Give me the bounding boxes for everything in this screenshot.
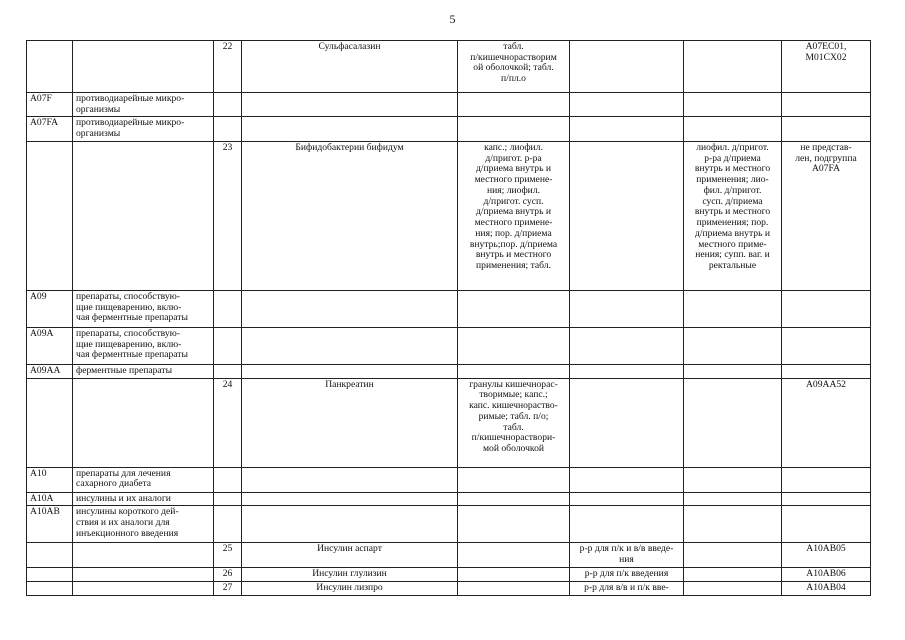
extra-forms-cell: р-р для в/в и п/к вве- [570,582,684,596]
drug-name-cell [242,364,458,378]
dosage-forms-cell [458,568,570,582]
other-forms-cell [684,568,782,582]
table-row [27,568,871,582]
group-name-cell: препараты, способствую- щие пищеварению, вклю- чая ферментные препараты [73,327,214,364]
row-number-cell: 25 [214,543,242,568]
other-forms-cell [684,582,782,596]
table-row [27,93,871,117]
dosage-forms-cell [458,582,570,596]
row-number-cell: 27 [214,582,242,596]
table-row [27,492,871,506]
other-forms-cell [684,364,782,378]
other-forms-cell [684,41,782,93]
table-row [27,506,871,543]
extra-forms-cell [570,378,684,467]
group-name-cell: инсулины и их аналоги [73,492,214,506]
group-name-cell [73,41,214,93]
other-forms-cell [684,467,782,492]
table-row [27,327,871,364]
other-forms-cell [684,327,782,364]
extra-forms-cell [570,141,684,290]
atc-code-cell: A10 [27,467,73,492]
atc-code-cell: A09 [27,290,73,327]
note-cell [782,467,871,492]
dosage-forms-cell [458,290,570,327]
atc-code-cell: A10A [27,492,73,506]
atc-code-cell [27,582,73,596]
drug-name-cell [242,506,458,543]
row-number-cell [214,364,242,378]
extra-forms-cell [570,364,684,378]
page-number: 5 [449,12,456,26]
row-number-cell [214,117,242,141]
drug-name-cell: Сульфасалазин [242,41,458,93]
extra-forms-cell: р-р для п/к и в/в введе- ния [570,543,684,568]
table-row [27,290,871,327]
dosage-forms-cell [458,364,570,378]
table-row [27,364,871,378]
drug-name-cell: Инсулин лизпро [242,582,458,596]
drug-name-cell: Бифидобактерии бифидум [242,141,458,290]
atc-code-cell: A09A [27,327,73,364]
extra-forms-cell [570,117,684,141]
drug-name-cell [242,93,458,117]
atc-code-cell: A10AB [27,506,73,543]
group-name-cell [73,141,214,290]
extra-forms-cell [570,492,684,506]
atc-code-cell [27,41,73,93]
note-cell: A10AB06 [782,568,871,582]
group-name-cell: препараты, способствую- щие пищеварению, вклю- чая ферментные препараты [73,290,214,327]
other-forms-cell [684,492,782,506]
extra-forms-cell [570,327,684,364]
dosage-forms-cell [458,93,570,117]
atc-code-cell [27,378,73,467]
atc-code-cell: A07F [27,93,73,117]
table-row [27,117,871,141]
row-number-cell [214,506,242,543]
extra-forms-cell [570,467,684,492]
note-cell [782,492,871,506]
row-number-cell [214,290,242,327]
group-name-cell [73,378,214,467]
drug-table [26,40,871,596]
note-cell: A09AA52 [782,378,871,467]
extra-forms-cell [570,41,684,93]
note-cell: A10AB04 [782,582,871,596]
dosage-forms-cell [458,117,570,141]
other-forms-cell [684,93,782,117]
table-row [27,582,871,596]
group-name-cell: препараты для лечения сахарного диабета [73,467,214,492]
table-row [27,543,871,568]
other-forms-cell [684,117,782,141]
group-name-cell: противодиарейные микро- организмы [73,117,214,141]
atc-code-cell [27,568,73,582]
table-row [27,41,871,93]
other-forms-cell [684,290,782,327]
extra-forms-cell: р-р для п/к введения [570,568,684,582]
table-row [27,378,871,467]
extra-forms-cell [570,506,684,543]
note-cell: A07EC01, M01CX02 [782,41,871,93]
atc-code-cell: A09AA [27,364,73,378]
extra-forms-cell [570,93,684,117]
drug-name-cell [242,290,458,327]
other-forms-cell [684,543,782,568]
atc-code-cell: A07FA [27,117,73,141]
note-cell [782,364,871,378]
atc-code-cell [27,141,73,290]
dosage-forms-cell [458,506,570,543]
note-cell [782,290,871,327]
group-name-cell: ферментные препараты [73,364,214,378]
row-number-cell [214,492,242,506]
extra-forms-cell [570,290,684,327]
row-number-cell: 23 [214,141,242,290]
dosage-forms-cell: табл. п/кишечнорастворим ой оболочкой; табл. п/пл.о [458,41,570,93]
other-forms-cell [684,378,782,467]
drug-name-cell: Инсулин глулизин [242,568,458,582]
dosage-forms-cell [458,492,570,506]
note-cell [782,506,871,543]
group-name-cell: противодиарейные микро- организмы [73,93,214,117]
note-cell: не представ- лен, подгруппа A07FA [782,141,871,290]
dosage-forms-cell [458,467,570,492]
table-row [27,141,871,290]
group-name-cell: инсулины короткого дей- ствия и их аналоги для инъекционного введения [73,506,214,543]
atc-code-cell [27,543,73,568]
drug-name-cell [242,327,458,364]
dosage-forms-cell: гранулы кишечнорас- творимые; капс.; капс. кишечнораство- римые; табл. п/о; табл. п/кишечнораствори- мой оболочкой [458,378,570,467]
note-cell [782,93,871,117]
note-cell [782,117,871,141]
group-name-cell [73,543,214,568]
dosage-forms-cell [458,543,570,568]
row-number-cell [214,327,242,364]
drug-name-cell: Инсулин аспарт [242,543,458,568]
other-forms-cell: лиофил. д/пригот. р-ра д/приема внутрь и местного применения; лио- фил. д/пригот. сусп. д/приема внутрь и местного применения; пор. д/приема внутрь и местного приме- нения; супп. ваг. и ректальные [684,141,782,290]
row-number-cell: 26 [214,568,242,582]
drug-name-cell [242,117,458,141]
row-number-cell [214,93,242,117]
other-forms-cell [684,506,782,543]
drug-name-cell: Панкреатин [242,378,458,467]
row-number-cell [214,467,242,492]
note-cell: A10AB05 [782,543,871,568]
table-row [27,467,871,492]
group-name-cell [73,582,214,596]
row-number-cell: 24 [214,378,242,467]
drug-name-cell [242,492,458,506]
group-name-cell [73,568,214,582]
note-cell [782,327,871,364]
dosage-forms-cell [458,327,570,364]
drug-name-cell [242,467,458,492]
dosage-forms-cell: капс.; лиофил. д/пригот. р-ра д/приема внутрь и местного примене- ния; лиофил. д/пригот. сусп. д/приема внутрь и местного примене- ния; пор. д/приема внутрь;пор. д/приема внутрь и местного применения; табл. [458,141,570,290]
row-number-cell: 22 [214,41,242,93]
